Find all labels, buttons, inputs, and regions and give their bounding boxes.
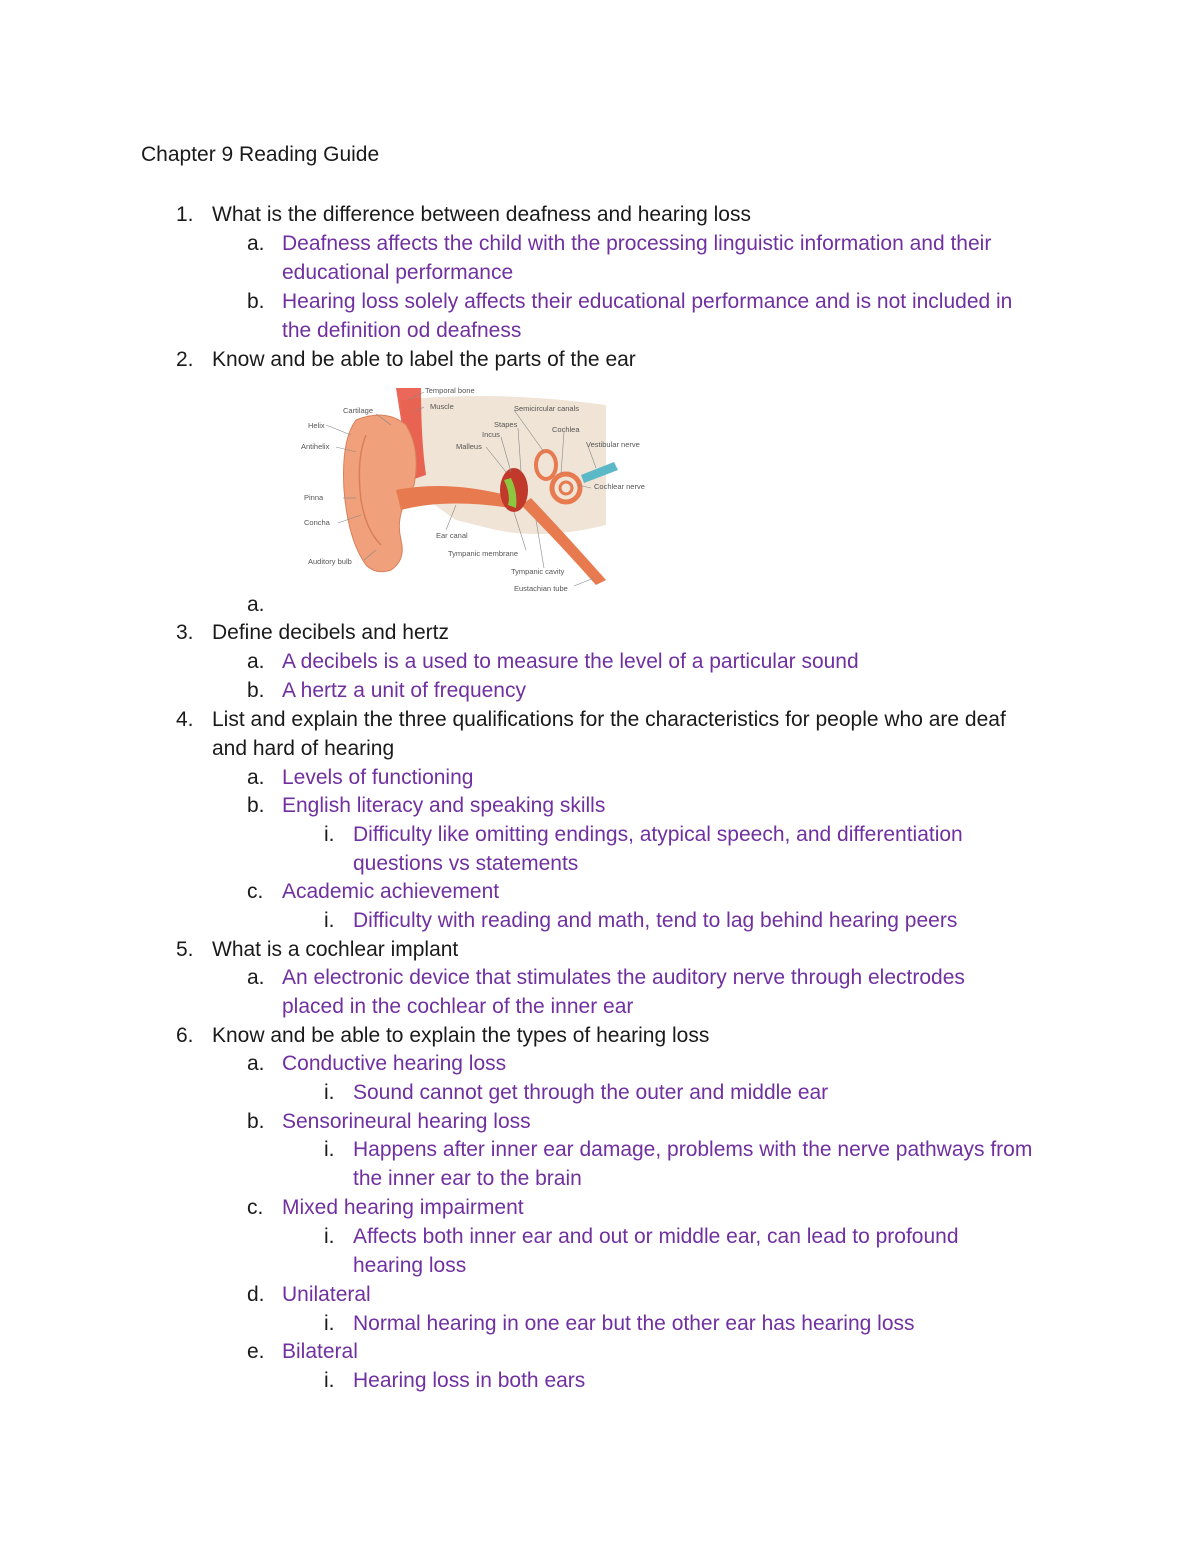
sub-text: Hearing loss in both ears	[353, 1369, 586, 1392]
sub-text: Difficulty with reading and math, tend to lag behind hearing peers	[353, 909, 958, 932]
question-text: Know and be able to explain the types of hearing loss	[212, 1024, 710, 1047]
answer-text: Unilateral	[282, 1283, 371, 1306]
label-tympanic-membrane: Tympanic membrane	[448, 549, 519, 558]
question-number: 5.	[176, 938, 194, 961]
sub-line: hearing loss	[353, 1254, 467, 1277]
label-antihelix: Antihelix	[301, 442, 330, 451]
answer-text: Levels of functioning	[282, 766, 474, 789]
answer-line: the definition od deafness	[282, 319, 522, 342]
sub-text	[353, 1222, 1063, 1280]
label-cartilage: Cartilage	[343, 406, 374, 415]
page-title: Chapter 9 Reading Guide	[141, 143, 380, 166]
sub-text	[353, 820, 1063, 878]
label-ear-canal: Ear canal	[436, 531, 468, 540]
answer-label: b.	[247, 679, 265, 702]
sub-label: i.	[324, 1225, 335, 1248]
label-temporal-bone: Temporal bone	[425, 386, 475, 395]
sub-label: i.	[324, 1312, 335, 1335]
question-line: and hard of hearing	[212, 737, 395, 760]
answer-line: Hearing loss solely affects their educational performance and is not included in	[282, 290, 1013, 313]
answer-line: educational performance	[282, 261, 514, 284]
label-eustachian-tube: Eustachian tube	[514, 584, 568, 593]
label-vestibular-nerve: Vestibular nerve	[586, 440, 640, 449]
question-number: 2.	[176, 348, 194, 371]
label-muscle: Muscle	[430, 402, 454, 411]
sub-line: Affects both inner ear and out or middle ear, can lead to profound	[353, 1225, 959, 1248]
answer-text: English literacy and speaking skills	[282, 794, 606, 817]
question-number: 3.	[176, 621, 194, 644]
label-concha: Concha	[304, 518, 330, 527]
temporal-bone-shape	[401, 396, 606, 534]
sub-label: i.	[324, 909, 335, 932]
label-semicircular-canals: Semicircular canals	[514, 404, 580, 413]
answer-line: Deafness affects the child with the processing linguistic information and their	[282, 232, 992, 255]
label-malleus: Malleus	[456, 442, 482, 451]
answer-label: b.	[247, 290, 265, 313]
question-text: What is the difference between deafness and hearing loss	[212, 203, 751, 226]
sub-label: i.	[324, 1369, 335, 1392]
question-number: 4.	[176, 708, 194, 731]
answer-line: placed in the cochlear of the inner ear	[282, 995, 634, 1018]
answer-label: c.	[247, 880, 264, 903]
answer-text	[282, 963, 1052, 1021]
sub-label: i.	[324, 1081, 335, 1104]
sub-text	[353, 1135, 1063, 1193]
question-text: Know and be able to label the parts of the ear	[212, 348, 636, 371]
answer-text	[282, 229, 1052, 287]
answer-label: b.	[247, 1110, 265, 1133]
answer-label: a.	[247, 650, 265, 673]
answer-text: Bilateral	[282, 1340, 358, 1363]
answer-text: Mixed hearing impairment	[282, 1196, 524, 1219]
answer-label: d.	[247, 1283, 265, 1306]
question-text	[212, 705, 1052, 763]
answer-label: a.	[247, 966, 265, 989]
ear-anatomy-diagram	[296, 380, 666, 598]
label-cochlear-nerve: Cochlear nerve	[594, 482, 645, 491]
answer-text: Conductive hearing loss	[282, 1052, 507, 1075]
label-tympanic-cavity: Tympanic cavity	[511, 567, 565, 576]
answer-label: a.	[247, 1052, 265, 1075]
sub-text: Normal hearing in one ear but the other ear has hearing loss	[353, 1312, 915, 1335]
sub-label: i.	[324, 1138, 335, 1161]
sub-line: Difficulty like omitting endings, atypical speech, and differentiation	[353, 823, 963, 846]
answer-label: b.	[247, 794, 265, 817]
sub-line: questions vs statements	[353, 852, 579, 875]
sub-line: the inner ear to the brain	[353, 1167, 582, 1190]
label-incus: Incus	[482, 430, 500, 439]
answer-label: a.	[247, 593, 265, 616]
sub-label: i.	[324, 823, 335, 846]
label-stapes: Stapes	[494, 420, 518, 429]
label-auditory-bulb: Auditory bulb	[308, 557, 352, 566]
label-pinna: Pinna	[304, 493, 324, 502]
question-text: What is a cochlear implant	[212, 938, 459, 961]
label-cochlea: Cochlea	[552, 425, 580, 434]
answer-text: A hertz a unit of frequency	[282, 679, 526, 702]
question-line: List and explain the three qualifications for the characteristics for people who are deaf	[212, 708, 1006, 731]
answer-label: a.	[247, 766, 265, 789]
label-helix: Helix	[308, 421, 325, 430]
answer-label: c.	[247, 1196, 264, 1219]
answer-text: Academic achievement	[282, 880, 500, 903]
answer-text: A decibels is a used to measure the level of a particular sound	[282, 650, 859, 673]
sub-line: Happens after inner ear damage, problems with the nerve pathways from	[353, 1138, 1033, 1161]
question-number: 1.	[176, 203, 194, 226]
answer-line: An electronic device that stimulates the auditory nerve through electrodes	[282, 966, 965, 989]
answer-text: Sensorineural hearing loss	[282, 1110, 531, 1133]
answer-label: a.	[247, 232, 265, 255]
question-number: 6.	[176, 1024, 194, 1047]
answer-label: e.	[247, 1340, 265, 1363]
sub-text: Sound cannot get through the outer and middle ear	[353, 1081, 829, 1104]
answer-text	[282, 287, 1052, 345]
question-text: Define decibels and hertz	[212, 621, 449, 644]
